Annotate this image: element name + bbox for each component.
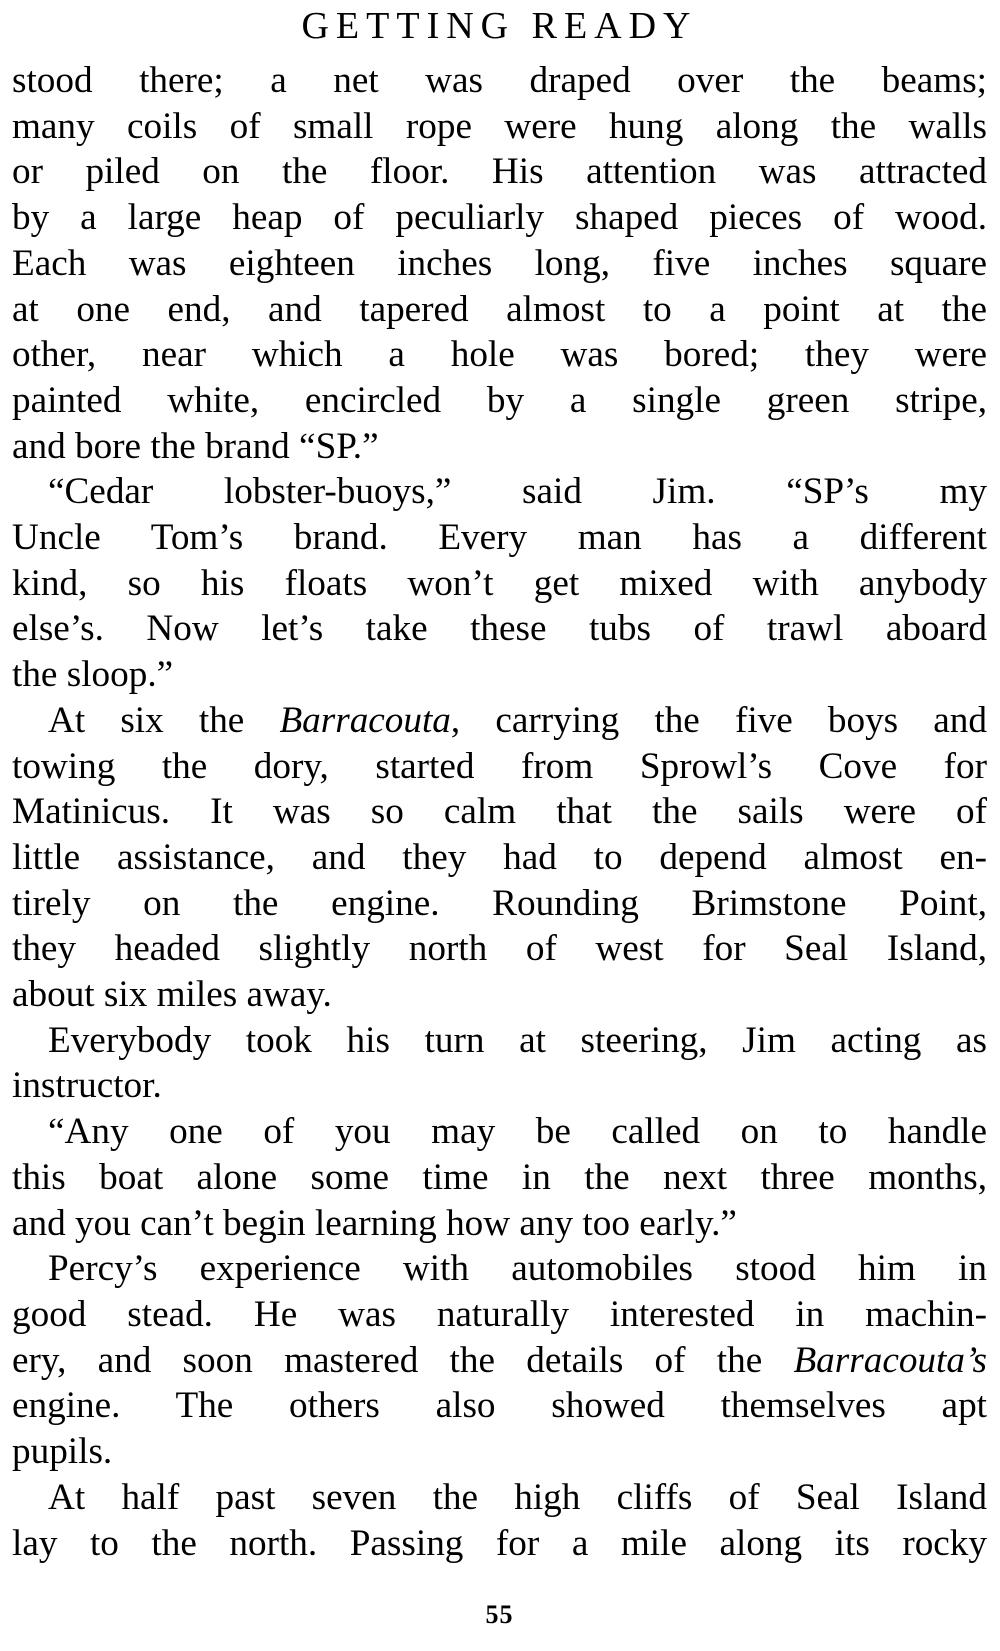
boat-name: Barracouta bbox=[279, 699, 451, 741]
text-line: at one end, and tapered almost to a point at the bbox=[12, 288, 987, 330]
text-line: Each was eighteen inches long, five inches square bbox=[12, 242, 987, 284]
text-line: and bore the brand “SP.” bbox=[12, 425, 379, 467]
text-line: Matinicus. It was so calm that the sails were of bbox=[12, 791, 987, 833]
text-line: this boat alone some time in the next three months, bbox=[12, 1156, 987, 1198]
text-line: towing the dory, started from Sprowl’s Cove for bbox=[12, 745, 987, 787]
boat-name: Barracouta’s bbox=[793, 1339, 987, 1381]
text-line: Percy’s experience with automobiles stood him in bbox=[48, 1248, 987, 1290]
text-line: “Any one of you may be called on to handle bbox=[48, 1111, 987, 1153]
text-run: At six the bbox=[48, 699, 280, 741]
text-line: good stead. He was naturally interested in machin- bbox=[12, 1293, 987, 1335]
text-line: the sloop.” bbox=[12, 654, 174, 696]
text-line: tirely on the engine. Rounding Brimstone Point, bbox=[12, 882, 987, 924]
book-page bbox=[12, 0, 987, 1651]
text-line: Everybody took his turn at steering, Jim acting as bbox=[48, 1019, 987, 1061]
page-number: 55 bbox=[485, 1600, 514, 1629]
text-line: pupils. bbox=[12, 1431, 113, 1473]
text-line: or piled on the floor. His attention was attracted bbox=[12, 151, 987, 193]
text-line bbox=[12, 1338, 987, 1384]
text-line: little assistance, and they had to depend almost en- bbox=[12, 836, 987, 878]
body-text bbox=[12, 58, 987, 1566]
text-line: other, near which a hole was bored; they were bbox=[12, 334, 987, 376]
text-line: Uncle Tom’s brand. Every man has a different bbox=[12, 517, 987, 559]
running-head: GETTING READY bbox=[301, 5, 698, 47]
text-run: ery, and soon mastered the details of the bbox=[12, 1339, 794, 1381]
text-line: else’s. Now let’s take these tubs of trawl aboard bbox=[12, 608, 987, 650]
text-line: “Cedar lobster-buoys,” said Jim. “SP’s my bbox=[48, 471, 987, 513]
text-line bbox=[12, 698, 987, 744]
text-line: lay to the north. Passing for a mile along its rocky bbox=[12, 1522, 987, 1564]
text-line: painted white, encircled by a single green stripe, bbox=[12, 379, 987, 421]
text-line: instructor. bbox=[12, 1065, 162, 1107]
text-line: they headed slightly north of west for Seal Island, bbox=[12, 928, 987, 970]
text-line: kind, so his floats won’t get mixed with anybody bbox=[12, 562, 987, 604]
text-line: stood there; a net was draped over the beams; bbox=[12, 60, 987, 101]
text-line: and you can’t begin learning how any too early.” bbox=[12, 1202, 737, 1244]
text-run: , carrying the five boys and bbox=[450, 699, 987, 741]
text-line: by a large heap of peculiarly shaped pieces of wood. bbox=[12, 197, 987, 239]
text-line: many coils of small rope were hung along the walls bbox=[12, 105, 987, 147]
text-line: At half past seven the high cliffs of Seal Island bbox=[48, 1476, 987, 1518]
text-line: engine. The others also showed themselves apt bbox=[12, 1385, 987, 1427]
text-line: about six miles away. bbox=[12, 974, 332, 1016]
